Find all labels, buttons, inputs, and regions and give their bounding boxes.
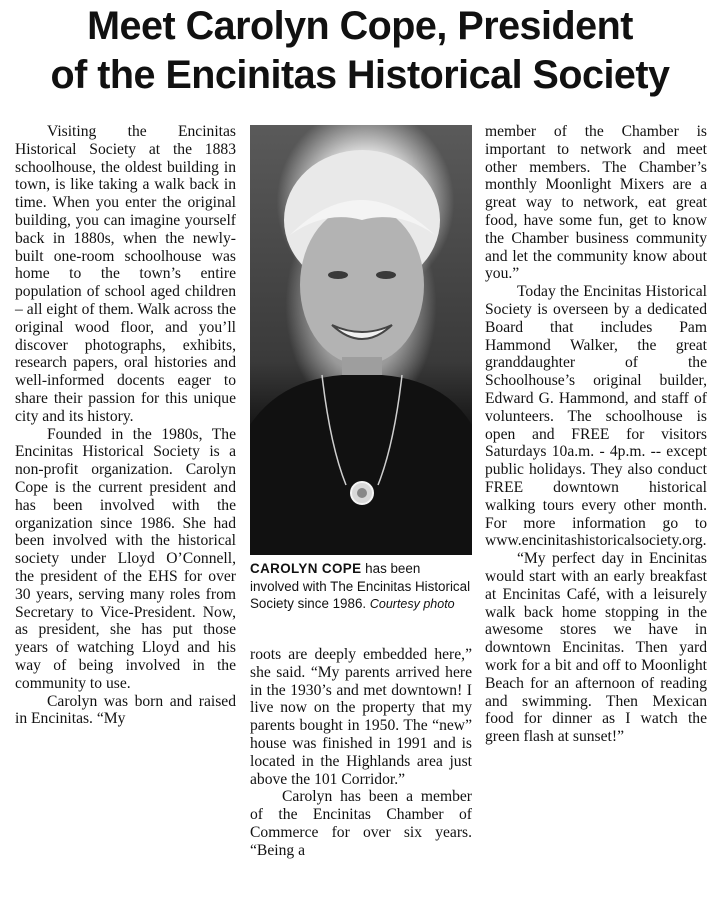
article-paragraph: Carolyn has been a member of the Encinitas Chamber of Commerce for over six years. “Being a <box>250 788 472 859</box>
article-paragraph: Today the Encinitas Historical Society is overseen by a dedicated Board that includes Pam Hammond Walker, the great granddaughter of the Schoolhouse’s original builder, Edward G. Hammond, and staff of volunteers. The schoolhouse is open and FREE for visitors Saturdays 10a.m. - 4p.m. -- except public holidays. They also conduct FREE downtown historical walking tours every other month. For more information go to www.encinitashistoricalsociety.org. <box>485 283 707 550</box>
caption-name: CAROLYN COPE <box>250 561 362 576</box>
caption-text: has been involved with The Encinitas Historical Society since 1986. <box>250 561 471 611</box>
article-paragraph: Visiting the Encinitas Historical Society at the 1883 schoolhouse, the oldest building in town, is like taking a walk back in time. When you enter the original building, you can imagine yourself back in 1880s, when the newly-built one-room schoolhouse was home to the town’s entire population of school aged children – all eight of them. Walk across the original wood floor, and you’ll discover photographs, exhibits, research papers, oral histories and well-informed docents eager to share their passion for this unique city and its history. <box>15 123 236 425</box>
article-paragraph: roots are deeply embedded here,” she said. “My parents arrived here in the 1930’s and met downtown! I live now on the property that my parents bought in 1950. The “new” house was finished in 1991 and is located in the Highlands area just above the 101 Corridor.” <box>250 646 472 788</box>
headline-line-1: Meet Carolyn Cope, President <box>87 4 633 48</box>
headline-line-2: of the Encinitas Historical Society <box>50 53 670 97</box>
article-paragraph: Carolyn was born and raised in Encinitas. “My <box>15 692 236 728</box>
article-paragraph: Founded in the 1980s, The Encinitas Historical Society is a non-profit organization. Carolyn Cope is the current president and has been involved with the organization since 1986. She had been involved with the historical society under Lloyd O’Connell, the president of the EHS for over 30 years, serving many roles from Secretary to Vice-President. Now, as president, she has put those years of watching Lloyd and his way of being involved in the community to use. <box>15 425 236 692</box>
portrait-illustration <box>250 125 472 555</box>
article-column-1 <box>15 123 236 728</box>
photo-caption <box>250 560 472 614</box>
article-column-3 <box>485 123 707 746</box>
headline <box>0 2 720 100</box>
article-column-2 <box>250 646 472 860</box>
portrait-photo <box>250 125 472 555</box>
caption-credit: Courtesy photo <box>369 597 455 611</box>
article-paragraph: “My perfect day in Encinitas would start with an early breakfast at Encinitas Café, with a leisurely walk back home stopping in the awesome stores we have in downtown Encinitas. Then yard work for a bit and off to Moonlight Beach for an afternoon of reading and swimming. Then Mexican food for dinner as I watch the green flash at sunset!” <box>485 550 707 746</box>
article-paragraph: member of the Chamber is important to network and meet other members. The Chamber’s monthly Moonlight Mixers are a great way to network, eat great food, have some fun, get to know the Chamber business community and let the community know about you.” <box>485 123 707 283</box>
